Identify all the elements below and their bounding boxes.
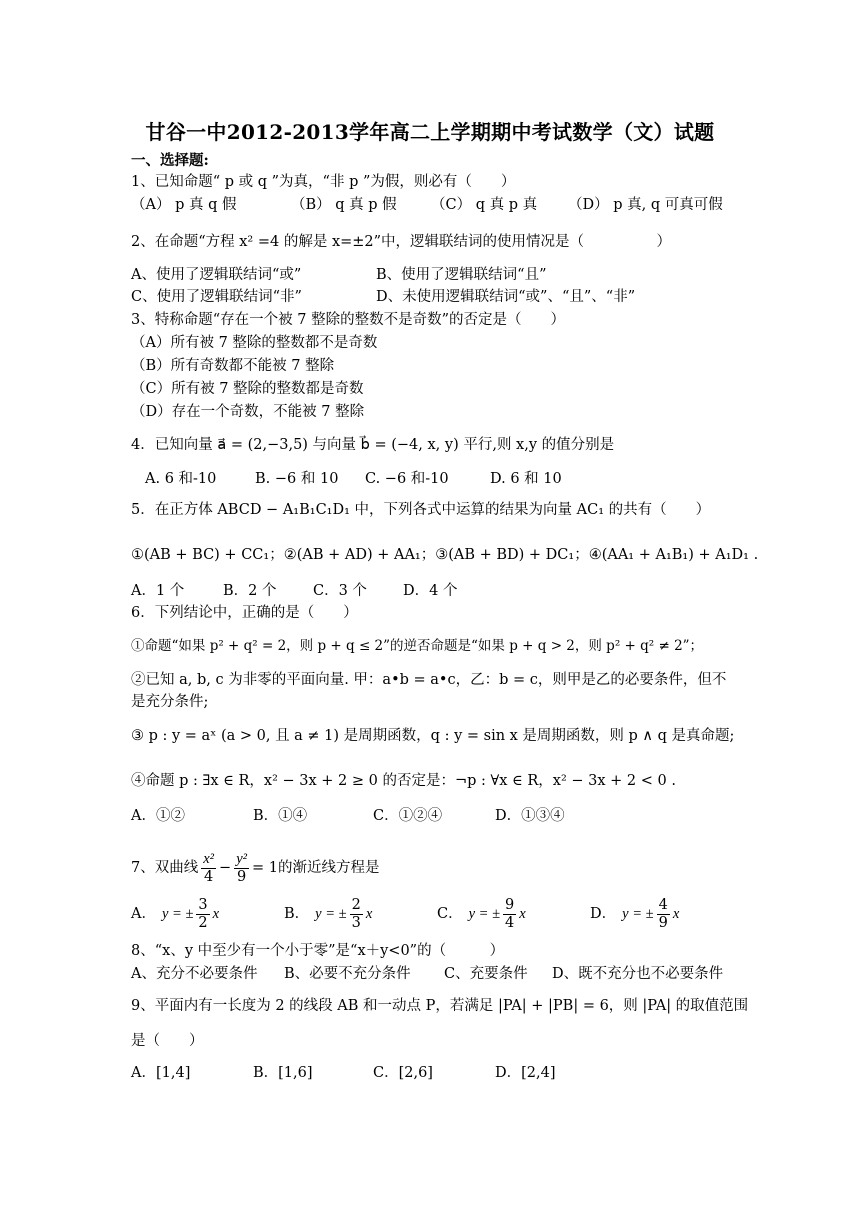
question-1-stem: 1、已知命题“ p 或 q ”为真，“非 p ”为假，则必有（ ） bbox=[131, 174, 516, 190]
option-d: D、既不充分也不必要条件 bbox=[552, 966, 724, 982]
question-9-stem: 9、平面内有一长度为 2 的线段 AB 和一动点 P，若满足 |PA| + |PB| = 6，则 |PA| 的取值范围 bbox=[131, 998, 749, 1014]
question-2-options-row2 bbox=[131, 287, 635, 307]
option-c: C、使用了逻辑联结词“非” bbox=[131, 289, 302, 305]
option-b: B. −6 和 10 bbox=[255, 471, 339, 487]
option-d bbox=[590, 897, 679, 932]
numerator: 4 bbox=[658, 896, 668, 913]
option-c: C、充要条件 bbox=[444, 966, 528, 982]
option-c bbox=[437, 897, 590, 932]
option-b: B．①④ bbox=[253, 808, 308, 824]
question-2-stem: 2、在命题“方程 x² =4 的解是 x=±2”中，逻辑联结词的使用情况是（ ） bbox=[131, 234, 672, 250]
option-c: C．[2,6] bbox=[373, 1065, 433, 1081]
option-a: A．[1,4] bbox=[131, 1065, 191, 1081]
question-9-stem-cont: 是（ ） bbox=[131, 1033, 204, 1049]
option-a: A．1 个 bbox=[131, 583, 185, 599]
option-b: B、必要不充分条件 bbox=[284, 966, 411, 982]
option-c: C．3 个 bbox=[313, 583, 367, 599]
fraction bbox=[503, 897, 516, 932]
option-label: D． bbox=[590, 906, 617, 922]
option-c: （C） q 真 p 真 bbox=[431, 197, 538, 213]
question-3-option-a: （A）所有被 7 整除的整数都不是奇数 bbox=[131, 335, 378, 351]
question-7-options bbox=[131, 894, 679, 934]
page-title: 甘谷一中2012-2013学年高二上学期期中考试数学（文）试题 bbox=[145, 120, 715, 144]
question-4-options bbox=[145, 469, 562, 489]
numerator: x² bbox=[203, 850, 215, 867]
numerator: 3 bbox=[198, 896, 208, 913]
question-7-pre: 7、双曲线 bbox=[131, 860, 199, 876]
section-heading: 一、选择题: bbox=[131, 152, 209, 169]
question-6-options bbox=[131, 806, 565, 826]
question-5-stem: 5．在正方体 ABCD − A₁B₁C₁D₁ 中，下列各式中运算的结果为向量 AC₁ 的共有（ ） bbox=[131, 502, 711, 518]
x-variable: x bbox=[672, 906, 680, 922]
question-6-statement-2-cont: 是充分条件; bbox=[131, 694, 209, 710]
question-7-stem bbox=[131, 848, 379, 888]
minus-sign: − bbox=[219, 860, 232, 876]
question-6-statement-2: ②已知 a, b, c 为非零的平面向量. 甲：a•b = a•c，乙：b = c，则甲是乙的必要条件，但不 bbox=[131, 672, 727, 688]
fraction-y2-over-9 bbox=[234, 851, 249, 886]
equals-one: = 1 bbox=[251, 860, 278, 876]
question-7-post: 的渐近线方程是 bbox=[277, 860, 380, 876]
denominator: 2 bbox=[198, 914, 208, 931]
y-equals: y = ± bbox=[161, 906, 194, 922]
option-d: D．4 个 bbox=[403, 583, 458, 599]
y-equals: y = ± bbox=[315, 906, 347, 922]
option-c: C．①②④ bbox=[373, 808, 443, 824]
option-c: C. −6 和-10 bbox=[365, 471, 449, 487]
question-3-option-b: （B）所有奇数都不能被 7 整除 bbox=[131, 358, 335, 374]
option-b bbox=[284, 897, 437, 932]
option-b: B．2 个 bbox=[223, 583, 277, 599]
numerator: 2 bbox=[351, 896, 361, 913]
option-a: A. 6 和-10 bbox=[145, 471, 217, 487]
fraction bbox=[657, 897, 670, 932]
question-8-options bbox=[131, 964, 723, 984]
option-d: D．①③④ bbox=[495, 808, 565, 824]
x-variable: x bbox=[212, 906, 220, 922]
question-6-statement-4: ④命题 p : ∃x ∈ R，x² − 3x + 2 ≥ 0 的否定是：¬p : ∀x ∈ R，x² − 3x + 2 < 0 . bbox=[131, 773, 676, 789]
question-3-option-c: （C）所有被 7 整除的整数都是奇数 bbox=[131, 381, 364, 397]
option-d: D、未使用逻辑联结词“或”、“且”、“非” bbox=[376, 289, 636, 305]
question-4-stem: 4．已知向量 a⃗ = (2,−3,5) 与向量 b⃗ = (−4, x, y) 平行,则 x,y 的值分别是 bbox=[131, 437, 615, 453]
option-a: A．①② bbox=[131, 808, 185, 824]
option-label: B． bbox=[284, 906, 310, 922]
option-a: A、使用了逻辑联结词“或” bbox=[131, 267, 302, 283]
x-variable: x bbox=[519, 906, 526, 922]
option-label: C． bbox=[437, 906, 463, 922]
question-1-options bbox=[131, 195, 723, 215]
option-b: （B） q 真 p 假 bbox=[291, 197, 397, 213]
question-3-option-d: （D）存在一个奇数，不能被 7 整除 bbox=[131, 404, 365, 420]
question-9-options bbox=[131, 1063, 556, 1083]
option-a: A、充分不必要条件 bbox=[131, 966, 258, 982]
y-equals: y = ± bbox=[622, 906, 654, 922]
denominator: 9 bbox=[236, 868, 247, 885]
option-a: （A） p 真 q 假 bbox=[131, 197, 237, 213]
denominator: 3 bbox=[351, 914, 361, 931]
question-6-statement-1: ①命题“如果 p² + q² = 2，则 p + q ≤ 2”的逆否命题是“如果 p + q > 2，则 p² + q² ≠ 2”； bbox=[131, 638, 704, 654]
question-6-stem: 6．下列结论中，正确的是（ ） bbox=[131, 605, 358, 621]
numerator: 9 bbox=[505, 896, 515, 913]
question-6-statement-3: ③ p : y = aˣ (a > 0, 且 a ≠ 1) 是周期函数，q : y = sin x 是周期函数，则 p ∧ q 是真命题; bbox=[131, 728, 735, 744]
x-variable: x bbox=[365, 906, 373, 922]
option-b: B、使用了逻辑联结词“且” bbox=[376, 267, 547, 283]
option-d: D．[2,4] bbox=[495, 1065, 556, 1081]
question-8-stem: 8、“x、y 中至少有一个小于零”是“x＋y<0”的（ ） bbox=[131, 943, 505, 959]
option-label: A． bbox=[131, 906, 156, 922]
fraction bbox=[196, 897, 209, 932]
question-2-options-row1 bbox=[131, 265, 546, 285]
option-d: D. 6 和 10 bbox=[490, 471, 562, 487]
numerator: y² bbox=[236, 850, 247, 867]
question-3-stem: 3、特称命题“存在一个被 7 整除的整数不是奇数”的否定是（ ） bbox=[131, 312, 565, 328]
option-b: B．[1,6] bbox=[253, 1065, 313, 1081]
option-d: （D） p 真, q 可真可假 bbox=[568, 197, 723, 213]
denominator: 9 bbox=[658, 914, 668, 931]
fraction bbox=[350, 897, 363, 932]
question-5-options bbox=[131, 581, 457, 601]
fraction-x2-over-4 bbox=[201, 851, 216, 886]
denominator: 4 bbox=[505, 914, 515, 931]
y-equals: y = ± bbox=[468, 906, 501, 922]
question-5-expressions: ①(AB + BC) + CC₁；②(AB + AD) + AA₁；③(AB + BD) + DC₁；④(AA₁ + A₁B₁) + A₁D₁ . bbox=[131, 547, 759, 563]
option-a bbox=[131, 897, 284, 932]
denominator: 4 bbox=[204, 868, 214, 885]
